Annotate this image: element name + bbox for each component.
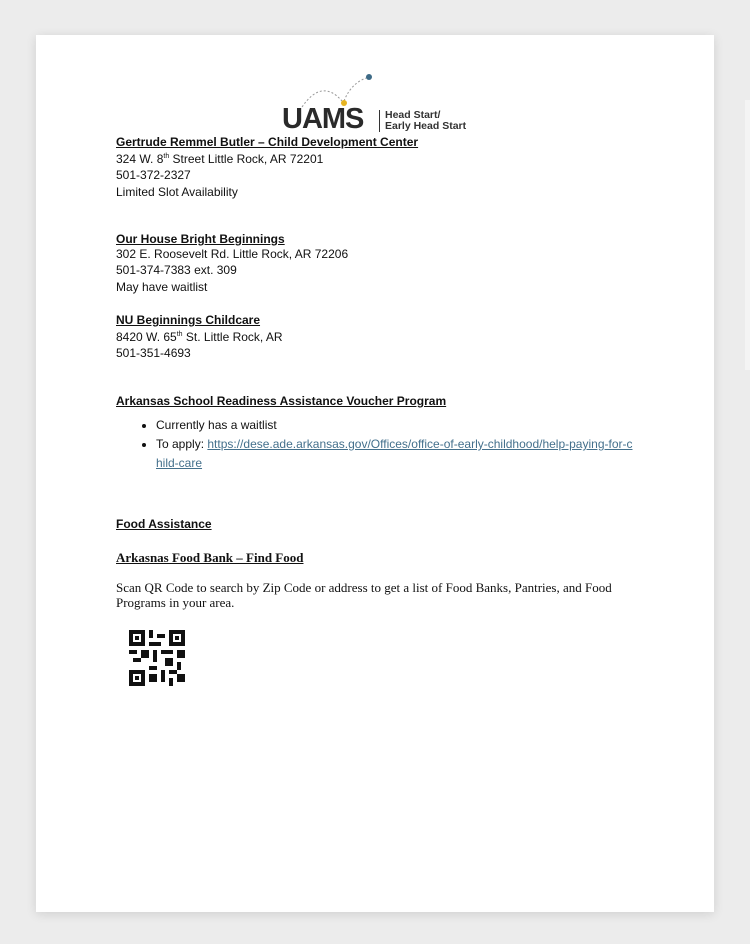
provider-note: May have waitlist (116, 279, 208, 294)
food-bank-title: Arkasnas Food Bank – Find Food (116, 550, 304, 565)
provider-address: 8420 W. 65th St. Little Rock, AR (116, 330, 283, 344)
voucher-bullet-waitlist: • Currently has a waitlist (156, 416, 636, 435)
food-title: Food Assistance (116, 517, 212, 531)
provider-address: 302 E. Roosevelt Rd. Little Rock, AR 72206 (116, 247, 349, 261)
voucher-section (116, 394, 636, 473)
provider-3 (116, 313, 283, 362)
provider-name: NU Beginnings Childcare (116, 313, 261, 327)
scrollbar[interactable] (745, 100, 750, 370)
voucher-bullet-apply: • To apply: https://dese.ade.arkansas.gov/Offices/office-of-early-childhood/help-paying-for-child-care (156, 435, 636, 473)
provider-address: 324 W. 8th Street Little Rock, AR 72201 (116, 152, 324, 166)
logo-subtitle: Head Start/ Early Head Start (379, 110, 466, 132)
provider-phone: 501-374-7383 ext. 309 (116, 263, 237, 278)
provider-name: Our House Bright Beginnings (116, 232, 285, 246)
provider-name: Gertrude Remmel Butler – Child Development Center (116, 135, 419, 149)
voucher-apply-link[interactable]: https://dese.ade.arkansas.gov/Offices/office-of-early-childhood/help-paying-for-child-care (156, 437, 633, 470)
food-description: Scan QR Code to search by Zip Code or address to get a list of Food Banks, Pantries, and Food Programs in your area. (116, 580, 612, 610)
document-page (36, 35, 714, 912)
provider-phone: 501-372-2327 (116, 168, 191, 183)
provider-1 (116, 135, 418, 200)
provider-phone: 501-351-4693 (116, 346, 191, 361)
voucher-title: Arkansas School Readiness Assistance Voucher Program (116, 394, 447, 408)
provider-note: Limited Slot Availability (116, 184, 238, 199)
qr-code-icon[interactable] (129, 630, 185, 686)
food-section (116, 517, 646, 610)
logo-text: UAMS (282, 103, 364, 135)
uams-logo (282, 73, 472, 135)
provider-2 (116, 232, 348, 295)
